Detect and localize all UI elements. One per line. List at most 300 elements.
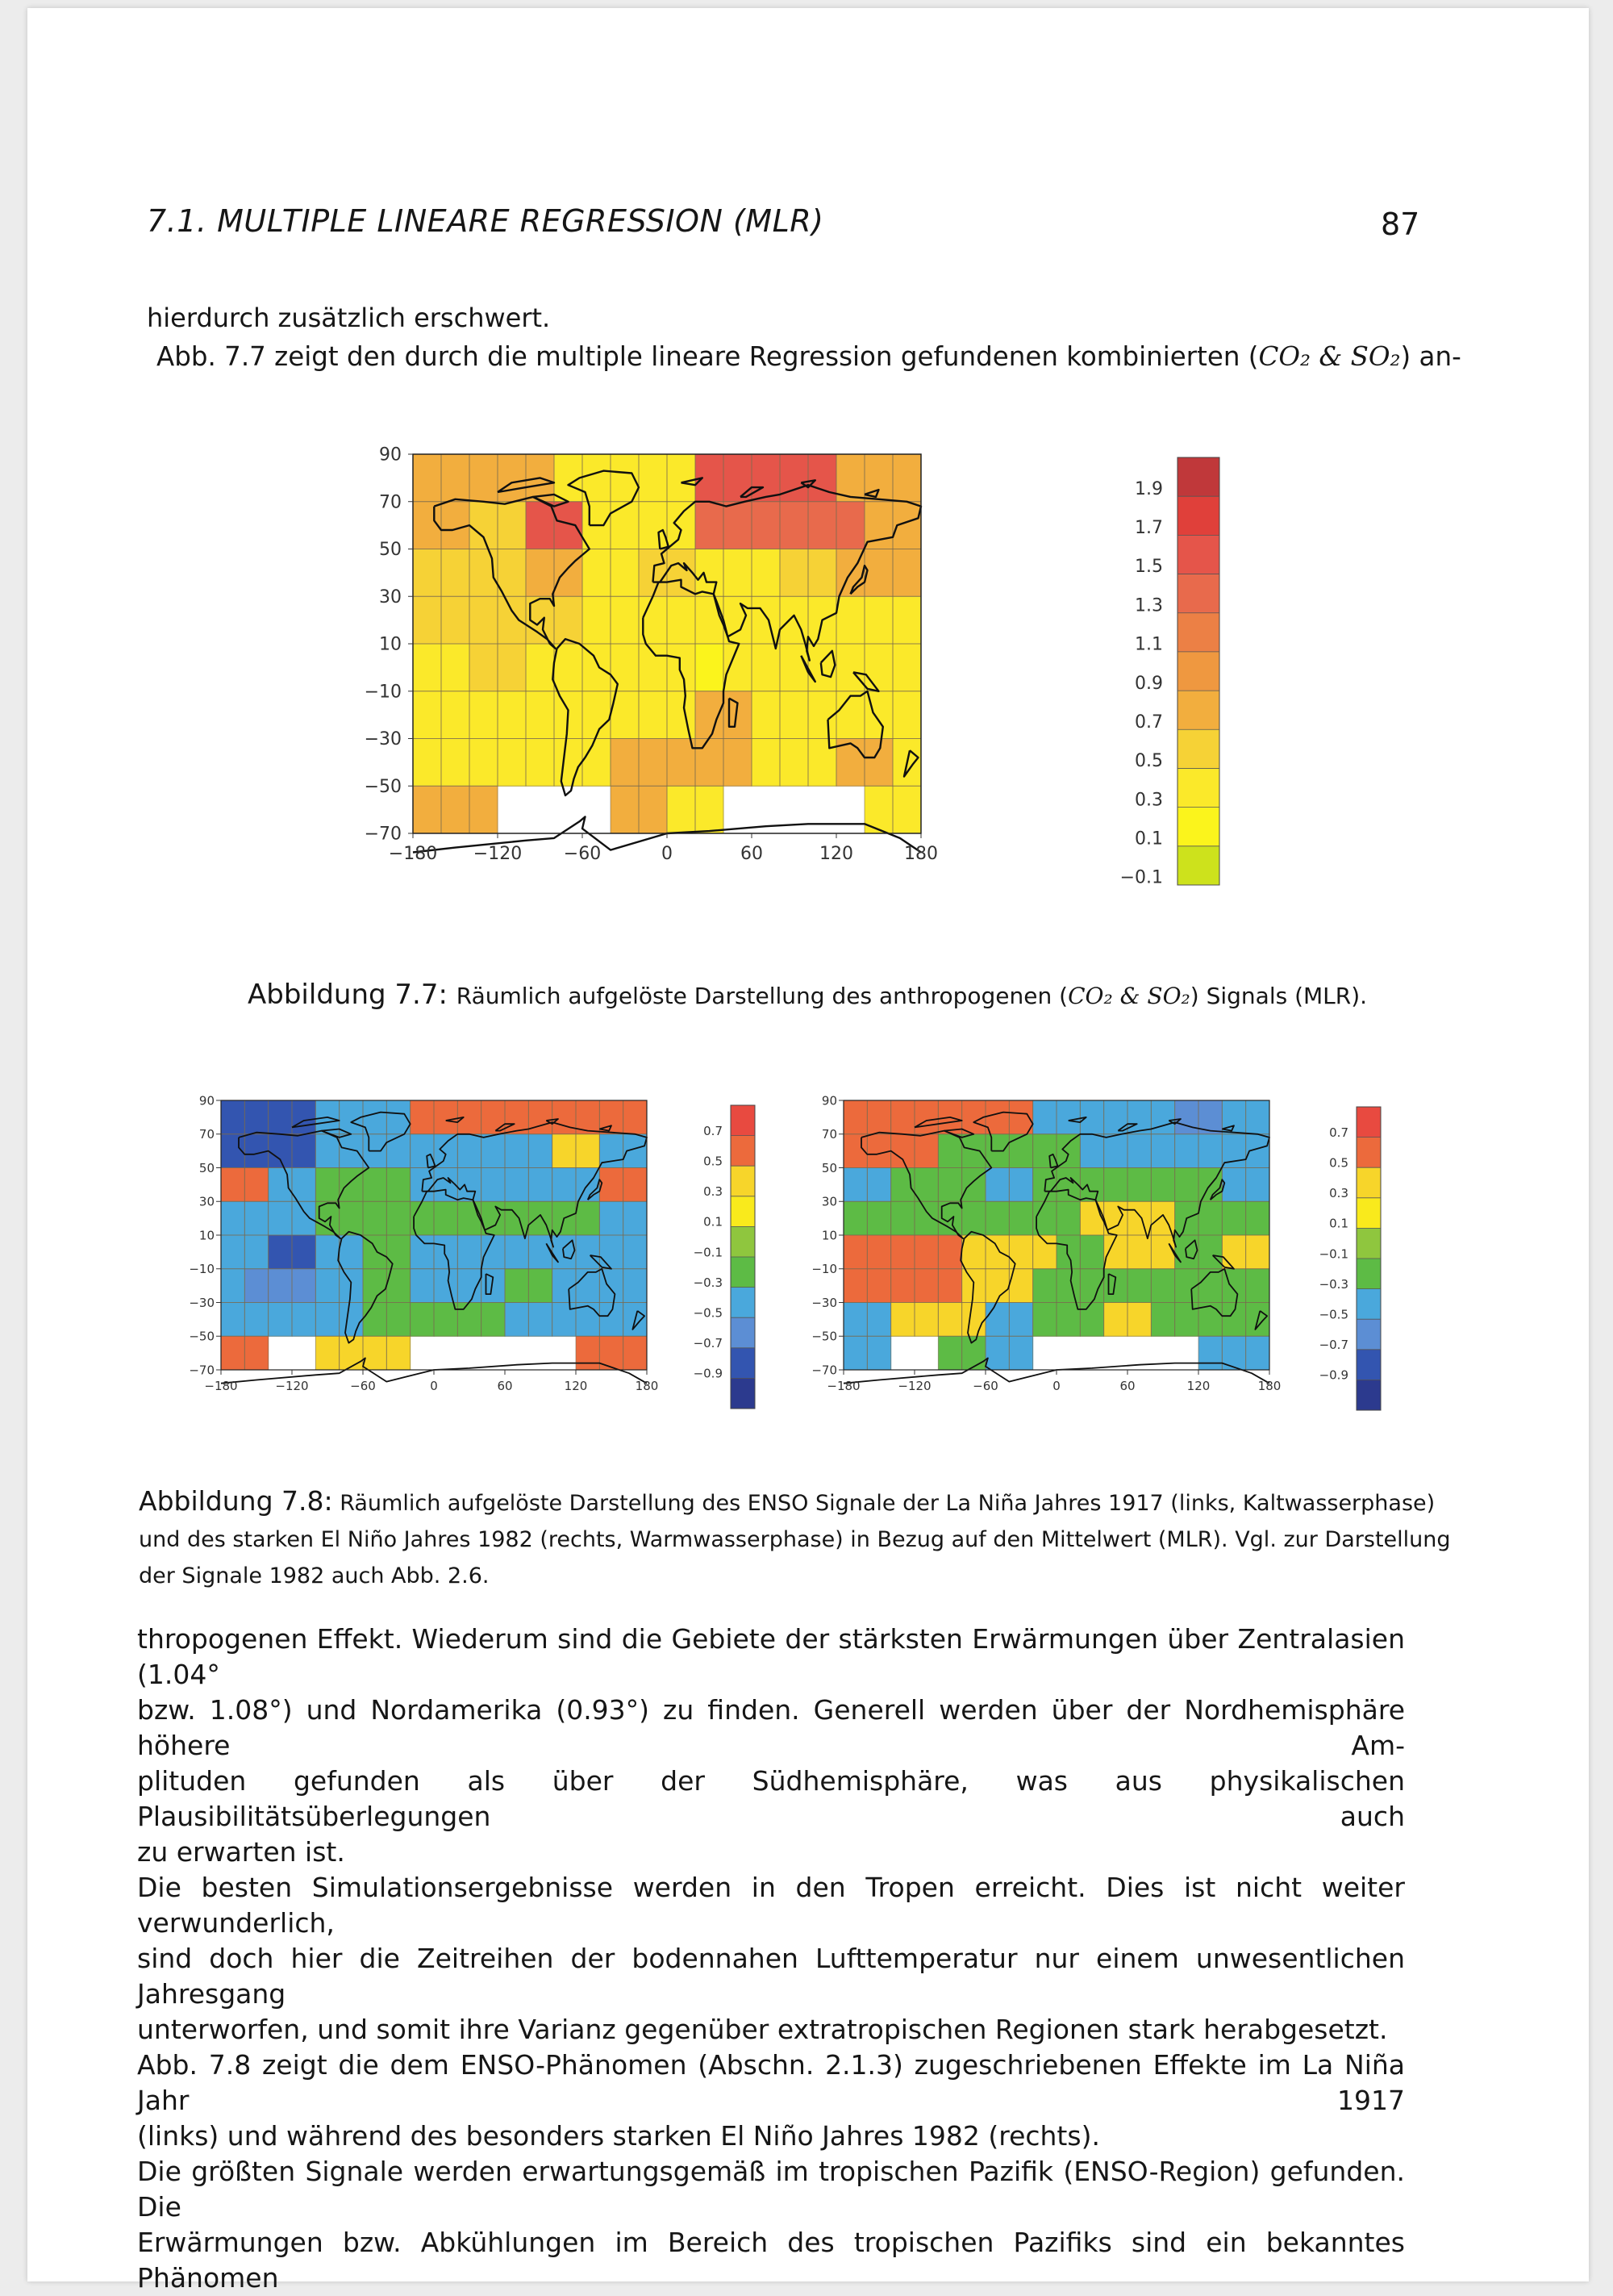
- grid-cell: [844, 1235, 868, 1269]
- grid-cell: [723, 644, 752, 691]
- grid-cell: [865, 739, 894, 787]
- colorbar-segment: [731, 1105, 755, 1136]
- grid-cell: [221, 1336, 245, 1370]
- grid-cell: [1175, 1134, 1199, 1168]
- grid-cell: [893, 644, 922, 691]
- grid-cell: [221, 1100, 245, 1134]
- grid-cell: [915, 1100, 939, 1134]
- grid-cell: [413, 549, 442, 597]
- y-tick-label: 10: [821, 1228, 837, 1243]
- y-tick-label: 70: [198, 1127, 215, 1142]
- grid-cell: [1080, 1269, 1104, 1303]
- grid-cell: [244, 1235, 269, 1269]
- grid-cell: [867, 1168, 891, 1202]
- colorbar-segment: [1357, 1289, 1381, 1320]
- grid-cell: [244, 1168, 269, 1202]
- grid-cell: [552, 1303, 577, 1337]
- grid-cell: [526, 502, 555, 549]
- colorbar-segment: [731, 1166, 755, 1196]
- grid-cell: [554, 502, 583, 549]
- grid-cell: [413, 786, 442, 833]
- colorbar-tick-label: −0.3: [693, 1275, 723, 1290]
- grid-cell: [844, 1201, 868, 1235]
- figure-7-7-caption: Abbildung 7.7: Räumlich aufgelöste Darstellung des anthropogenen (CO₂ & SO₂) Signals (MLR).: [248, 979, 1368, 1011]
- grid-cell: [962, 1201, 986, 1235]
- fig78r-colorbar: [1319, 1107, 1381, 1411]
- grid-cell: [552, 1134, 577, 1168]
- y-tick-label: 50: [821, 1160, 837, 1175]
- grid-cell: [576, 1201, 600, 1235]
- grid-cell: [1198, 1201, 1223, 1235]
- grid-cell: [867, 1235, 891, 1269]
- grid-cell: [865, 644, 894, 691]
- grid-cell: [752, 596, 781, 644]
- x-tick-label: 120: [564, 1379, 588, 1393]
- colorbar-segment: [731, 1196, 755, 1227]
- grid-cell: [808, 502, 837, 549]
- grid-cell: [915, 1201, 939, 1235]
- grid-cell: [1151, 1168, 1175, 1202]
- grid-cell: [639, 454, 668, 502]
- grid-cell: [695, 502, 724, 549]
- fig77-x-ticks: [389, 833, 938, 864]
- grid-cell: [1057, 1201, 1081, 1235]
- y-tick-label: 50: [379, 540, 402, 561]
- grid-cell: [867, 1201, 891, 1235]
- figure-7-8-right-map: [811, 1091, 1397, 1413]
- colorbar-segment: [731, 1317, 755, 1348]
- grid-cell: [315, 1134, 340, 1168]
- y-tick-label: 90: [821, 1093, 837, 1108]
- grid-cell: [481, 1269, 506, 1303]
- grid-cell: [1104, 1303, 1128, 1337]
- x-tick-label: −180: [388, 844, 438, 864]
- y-tick-label: 90: [198, 1093, 215, 1108]
- grid-cell: [1127, 1168, 1152, 1202]
- grid-cell: [623, 1235, 648, 1269]
- colorbar-segment: [1177, 846, 1219, 886]
- colorbar-tick-label: 0.1: [1329, 1216, 1348, 1231]
- grid-cell: [505, 1134, 529, 1168]
- colorbar-tick-label: 0.3: [1329, 1186, 1348, 1201]
- body-line-3: plituden gefunden als über der Südhemisphäre, was aus physikalischen Plausibilitätsüberlegungen auch: [137, 1765, 1405, 1832]
- colorbar-segment: [1357, 1319, 1381, 1350]
- colorbar-tick-label: 1.7: [1135, 518, 1163, 539]
- body-line-11: Erwärmungen bzw. Abkühlungen im Bereich des tropischen Pazifiks sind ein bekanntes Phänomen: [137, 2227, 1405, 2294]
- grid-cell: [844, 1168, 868, 1202]
- grid-cell: [221, 1269, 245, 1303]
- grid-cell: [576, 1235, 600, 1269]
- colorbar-segment: [731, 1257, 755, 1288]
- colorbar-tick-label: 0.3: [1135, 790, 1163, 811]
- colorbar-tick-label: −0.1: [693, 1245, 723, 1260]
- grid-cell: [552, 1168, 577, 1202]
- grid-cell: [836, 644, 865, 691]
- grid-cell: [893, 454, 922, 502]
- grid-cell: [1033, 1303, 1057, 1337]
- grid-cell: [1222, 1201, 1246, 1235]
- body-line-5: Die besten Simulationsergebnisse werden in den Tropen erreicht. Dies ist nicht weiter verwunderlich,: [137, 1872, 1405, 1939]
- colorbar-tick-label: 0.5: [703, 1154, 723, 1169]
- x-tick-label: −60: [563, 844, 602, 864]
- fig78l-x-ticks: [204, 1370, 658, 1393]
- grid-cell: [915, 1269, 939, 1303]
- grid-cell: [292, 1201, 316, 1235]
- grid-cell: [867, 1100, 891, 1134]
- grid-cell: [780, 644, 809, 691]
- grid-cell: [434, 1134, 458, 1168]
- grid-cell: [386, 1134, 411, 1168]
- grid-cell: [938, 1235, 962, 1269]
- grid-cell: [528, 1235, 552, 1269]
- grid-cell: [505, 1235, 529, 1269]
- grid-cell: [528, 1269, 552, 1303]
- grid-cell: [623, 1201, 648, 1235]
- grid-cell: [752, 502, 781, 549]
- grid-cell: [938, 1336, 962, 1370]
- colorbar-segment: [1177, 613, 1219, 653]
- grid-cell: [1080, 1235, 1104, 1269]
- x-tick-label: −60: [350, 1379, 376, 1393]
- grid-cell: [1127, 1134, 1152, 1168]
- colorbar-tick-label: 0.7: [1135, 712, 1163, 733]
- grid-cell: [1246, 1168, 1270, 1202]
- grid-cell: [844, 1100, 868, 1134]
- grid-cell: [413, 454, 442, 502]
- grid-cell: [481, 1134, 506, 1168]
- grid-cell: [526, 644, 555, 691]
- x-tick-label: −120: [473, 844, 523, 864]
- x-tick-label: 0: [430, 1379, 438, 1393]
- grid-cell: [441, 739, 470, 787]
- grid-cell: [469, 502, 498, 549]
- colorbar-segment: [1177, 691, 1219, 730]
- y-tick-label: −10: [811, 1262, 837, 1276]
- grid-cell: [457, 1235, 481, 1269]
- grid-cell: [340, 1168, 364, 1202]
- grid-cell: [1057, 1235, 1081, 1269]
- y-tick-label: −10: [189, 1262, 215, 1276]
- grid-cell: [1222, 1168, 1246, 1202]
- x-tick-label: 0: [1052, 1379, 1061, 1393]
- figure-7-8-caption: Abbildung 7.8: Räumlich aufgelöste Darstellung des ENSO Signale der La Niña Jahres 1917 (links, Kaltwasserphase) und des starken El Niño Jahres 1982 (rechts, Warmwasserphase) in Bezug auf den Mittelwert (MLR). Vgl. zur Darstellung der Signale 1982 auch Abb. 2.6.: [139, 1485, 1451, 1588]
- fig77-colorbar: [1120, 457, 1219, 888]
- colorbar-segment: [1177, 574, 1219, 614]
- grid-cell: [386, 1235, 411, 1269]
- grid-cell: [434, 1100, 458, 1134]
- x-tick-label: 180: [635, 1379, 659, 1393]
- grid-cell: [457, 1134, 481, 1168]
- grid-cell: [1033, 1134, 1057, 1168]
- grid-cell: [867, 1269, 891, 1303]
- grid-cell: [599, 1201, 623, 1235]
- grid-cell: [1009, 1303, 1033, 1337]
- x-tick-label: −180: [204, 1379, 238, 1393]
- colorbar-tick-label: 0.9: [1135, 673, 1163, 694]
- grid-cell: [269, 1100, 293, 1134]
- grid-cell: [611, 549, 640, 597]
- body-line-1: thropogenen Effekt. Wiederum sind die Gebiete der stärksten Erwärmungen über Zentralasien (1.04°: [137, 1623, 1405, 1690]
- grid-cell: [938, 1168, 962, 1202]
- colorbar-tick-label: 1.9: [1135, 478, 1163, 499]
- grid-cell: [867, 1303, 891, 1337]
- y-tick-label: −30: [189, 1295, 215, 1310]
- grid-cell: [611, 596, 640, 644]
- grid-cell: [244, 1201, 269, 1235]
- grid-cell: [1151, 1269, 1175, 1303]
- colorbar-segment: [1357, 1167, 1381, 1198]
- colorbar-tick-label: −0.1: [1319, 1246, 1348, 1262]
- grid-cell: [1246, 1235, 1270, 1269]
- colorbar-segment: [731, 1348, 755, 1379]
- grid-cell: [836, 502, 865, 549]
- grid-cell: [441, 596, 470, 644]
- y-tick-label: 30: [198, 1194, 215, 1209]
- grid-cell: [1009, 1168, 1033, 1202]
- grid-cell: [1057, 1269, 1081, 1303]
- grid-cell: [667, 454, 696, 502]
- grid-cell: [582, 549, 611, 597]
- colorbar-segment: [731, 1288, 755, 1318]
- grid-cell: [667, 644, 696, 691]
- grid-cell: [528, 1201, 552, 1235]
- grid-cell: [639, 691, 668, 739]
- grid-cell: [244, 1303, 269, 1337]
- y-tick-label: 10: [379, 634, 402, 655]
- grid-cell: [891, 1269, 915, 1303]
- grid-cell: [434, 1269, 458, 1303]
- grid-cell: [528, 1303, 552, 1337]
- body-line-7: unterworfen, und somit ihre Varianz gegenüber extratropischen Regionen stark herabgesetzt.: [137, 2014, 1388, 2045]
- grid-cell: [780, 502, 809, 549]
- grid-cell: [498, 502, 527, 549]
- colorbar-tick-label: −0.7: [1319, 1338, 1348, 1353]
- body-line-9: (links) und während des besonders starken El Niño Jahres 1982 (rechts).: [137, 2120, 1100, 2152]
- grid-cell: [639, 644, 668, 691]
- grid-cell: [411, 1303, 435, 1337]
- grid-cell: [623, 1100, 648, 1134]
- grid-cell: [1009, 1134, 1033, 1168]
- grid-cell: [526, 691, 555, 739]
- colorbar-segment: [1177, 496, 1219, 536]
- y-tick-label: −30: [811, 1295, 837, 1310]
- grid-cell: [599, 1235, 623, 1269]
- grid-cell: [434, 1235, 458, 1269]
- fig78l-y-ticks: [189, 1093, 221, 1377]
- grid-cell: [498, 739, 527, 787]
- grid-cell: [386, 1201, 411, 1235]
- grid-cell: [611, 644, 640, 691]
- colorbar-segment: [1177, 768, 1219, 808]
- grid-cell: [623, 1336, 648, 1370]
- grid-cell: [1033, 1100, 1057, 1134]
- grid-cell: [1151, 1303, 1175, 1337]
- grid-cell: [386, 1168, 411, 1202]
- grid-cell: [1009, 1235, 1033, 1269]
- grid-cell: [986, 1269, 1010, 1303]
- grid-cell: [1246, 1201, 1270, 1235]
- grid-cell: [469, 596, 498, 644]
- grid-cell: [244, 1269, 269, 1303]
- grid-cell: [1246, 1269, 1270, 1303]
- y-tick-label: −50: [811, 1329, 837, 1344]
- grid-cell: [269, 1303, 293, 1337]
- grid-cell: [469, 739, 498, 787]
- grid-cell: [292, 1303, 316, 1337]
- grid-cell: [891, 1201, 915, 1235]
- grid-cell: [723, 549, 752, 597]
- grid-cell: [695, 786, 724, 833]
- grid-cell: [623, 1269, 648, 1303]
- grid-cell: [481, 1168, 506, 1202]
- grid-cell: [893, 549, 922, 597]
- grid-cell: [723, 739, 752, 787]
- colorbar-segment: [1357, 1228, 1381, 1259]
- grid-cell: [1104, 1235, 1128, 1269]
- x-tick-label: 60: [497, 1379, 513, 1393]
- body-line-10: Die größten Signale werden erwartungsgemäß im tropischen Pazifik (ENSO-Region) gefunden. Die: [137, 2156, 1405, 2223]
- grid-cell: [695, 596, 724, 644]
- colorbar-segment: [1357, 1138, 1381, 1168]
- colorbar-segment: [1357, 1198, 1381, 1229]
- grid-cell: [582, 691, 611, 739]
- grid-cell: [962, 1168, 986, 1202]
- grid-cell: [867, 1336, 891, 1370]
- grid-cell: [413, 739, 442, 787]
- grid-cell: [1175, 1168, 1199, 1202]
- grid-cell: [962, 1235, 986, 1269]
- grid-cell: [891, 1235, 915, 1269]
- grid-cell: [986, 1303, 1010, 1337]
- grid-cell: [893, 786, 922, 833]
- grid-cell: [413, 691, 442, 739]
- x-tick-label: −60: [973, 1379, 998, 1393]
- grid-cell: [1198, 1134, 1223, 1168]
- grid-cell: [865, 549, 894, 597]
- body-line-8: Abb. 7.8 zeigt die dem ENSO-Phänomen (Abschn. 2.1.3) zugeschriebenen Effekte im La Niña Jahr 1917: [137, 2049, 1405, 2116]
- grid-cell: [1175, 1100, 1199, 1134]
- grid-cell: [611, 739, 640, 787]
- colorbar-tick-label: −0.7: [693, 1336, 723, 1351]
- colorbar-tick-label: 0.5: [1329, 1155, 1348, 1171]
- grid-cell: [292, 1168, 316, 1202]
- grid-cell: [938, 1269, 962, 1303]
- grid-cell: [292, 1134, 316, 1168]
- grid-cell: [1151, 1201, 1175, 1235]
- grid-cell: [340, 1134, 364, 1168]
- grid-cell: [780, 691, 809, 739]
- grid-cell: [315, 1336, 340, 1370]
- colorbar-tick-label: 0.7: [703, 1123, 723, 1138]
- grid-cell: [891, 1134, 915, 1168]
- grid-cell: [441, 454, 470, 502]
- grid-cell: [1151, 1134, 1175, 1168]
- grid-cell: [962, 1134, 986, 1168]
- grid-cell: [526, 739, 555, 787]
- grid-cell: [244, 1100, 269, 1134]
- grid-cell: [457, 1201, 481, 1235]
- grid-cell: [554, 549, 583, 597]
- grid-cell: [221, 1201, 245, 1235]
- grid-cell: [552, 1100, 577, 1134]
- x-tick-label: 0: [661, 844, 673, 864]
- grid-cell: [340, 1303, 364, 1337]
- y-tick-label: −10: [364, 682, 402, 703]
- y-tick-label: −70: [189, 1363, 215, 1378]
- grid-cell: [599, 1303, 623, 1337]
- colorbar-segment: [1357, 1259, 1381, 1289]
- colorbar-segment: [1357, 1350, 1381, 1380]
- grid-cell: [1127, 1269, 1152, 1303]
- grid-cell: [723, 502, 752, 549]
- grid-cell: [469, 454, 498, 502]
- grid-cell: [986, 1168, 1010, 1202]
- grid-cell: [269, 1269, 293, 1303]
- grid-cell: [582, 596, 611, 644]
- grid-cell: [752, 644, 781, 691]
- x-tick-label: −120: [275, 1379, 309, 1393]
- grid-cell: [695, 549, 724, 597]
- colorbar-segment: [1177, 457, 1219, 497]
- colorbar-tick-label: 0.1: [1135, 829, 1163, 850]
- x-tick-label: 180: [1257, 1379, 1282, 1393]
- y-tick-label: 70: [379, 492, 402, 513]
- grid-cell: [1080, 1201, 1104, 1235]
- grid-cell: [363, 1168, 387, 1202]
- grid-cell: [891, 1100, 915, 1134]
- grid-cell: [780, 549, 809, 597]
- grid-cell: [611, 502, 640, 549]
- grid-cell: [315, 1303, 340, 1337]
- colorbar-segment: [731, 1136, 755, 1167]
- grid-cell: [667, 691, 696, 739]
- y-tick-label: 50: [198, 1160, 215, 1175]
- page-number: 87: [1381, 207, 1420, 242]
- grid-cell: [457, 1269, 481, 1303]
- y-tick-label: −70: [811, 1363, 837, 1378]
- grid-cell: [611, 786, 640, 833]
- grid-cell: [844, 1269, 868, 1303]
- grid-cell: [1104, 1269, 1128, 1303]
- grid-cell: [1127, 1201, 1152, 1235]
- grid-cell: [526, 549, 555, 597]
- colorbar-tick-label: −0.1: [1119, 867, 1163, 888]
- intro-line-2: Abb. 7.7 zeigt den durch die multiple lineare Regression gefundenen kombinierten (CO₂ & SO₂) an-: [156, 341, 1461, 372]
- grid-cell: [528, 1168, 552, 1202]
- colorbar-tick-label: 0.3: [703, 1184, 723, 1200]
- grid-cell: [528, 1134, 552, 1168]
- grid-cell: [363, 1269, 387, 1303]
- grid-cell: [915, 1303, 939, 1337]
- grid-cell: [891, 1303, 915, 1337]
- grid-cell: [893, 691, 922, 739]
- grid-cell: [386, 1336, 411, 1370]
- grid-cell: [554, 739, 583, 787]
- grid-cell: [498, 596, 527, 644]
- grid-cell: [962, 1303, 986, 1337]
- grid-cell: [481, 1235, 506, 1269]
- grid-cell: [292, 1100, 316, 1134]
- grid-cell: [695, 691, 724, 739]
- grid-cell: [752, 739, 781, 787]
- colorbar-tick-label: 0.7: [1329, 1125, 1348, 1140]
- colorbar-segment: [1357, 1107, 1381, 1138]
- running-header-title: 7.1. MULTIPLE LINEARE REGRESSION (MLR): [147, 203, 824, 239]
- grid-cell: [363, 1201, 387, 1235]
- grid-cell: [808, 549, 837, 597]
- grid-cell: [576, 1134, 600, 1168]
- grid-cell: [915, 1168, 939, 1202]
